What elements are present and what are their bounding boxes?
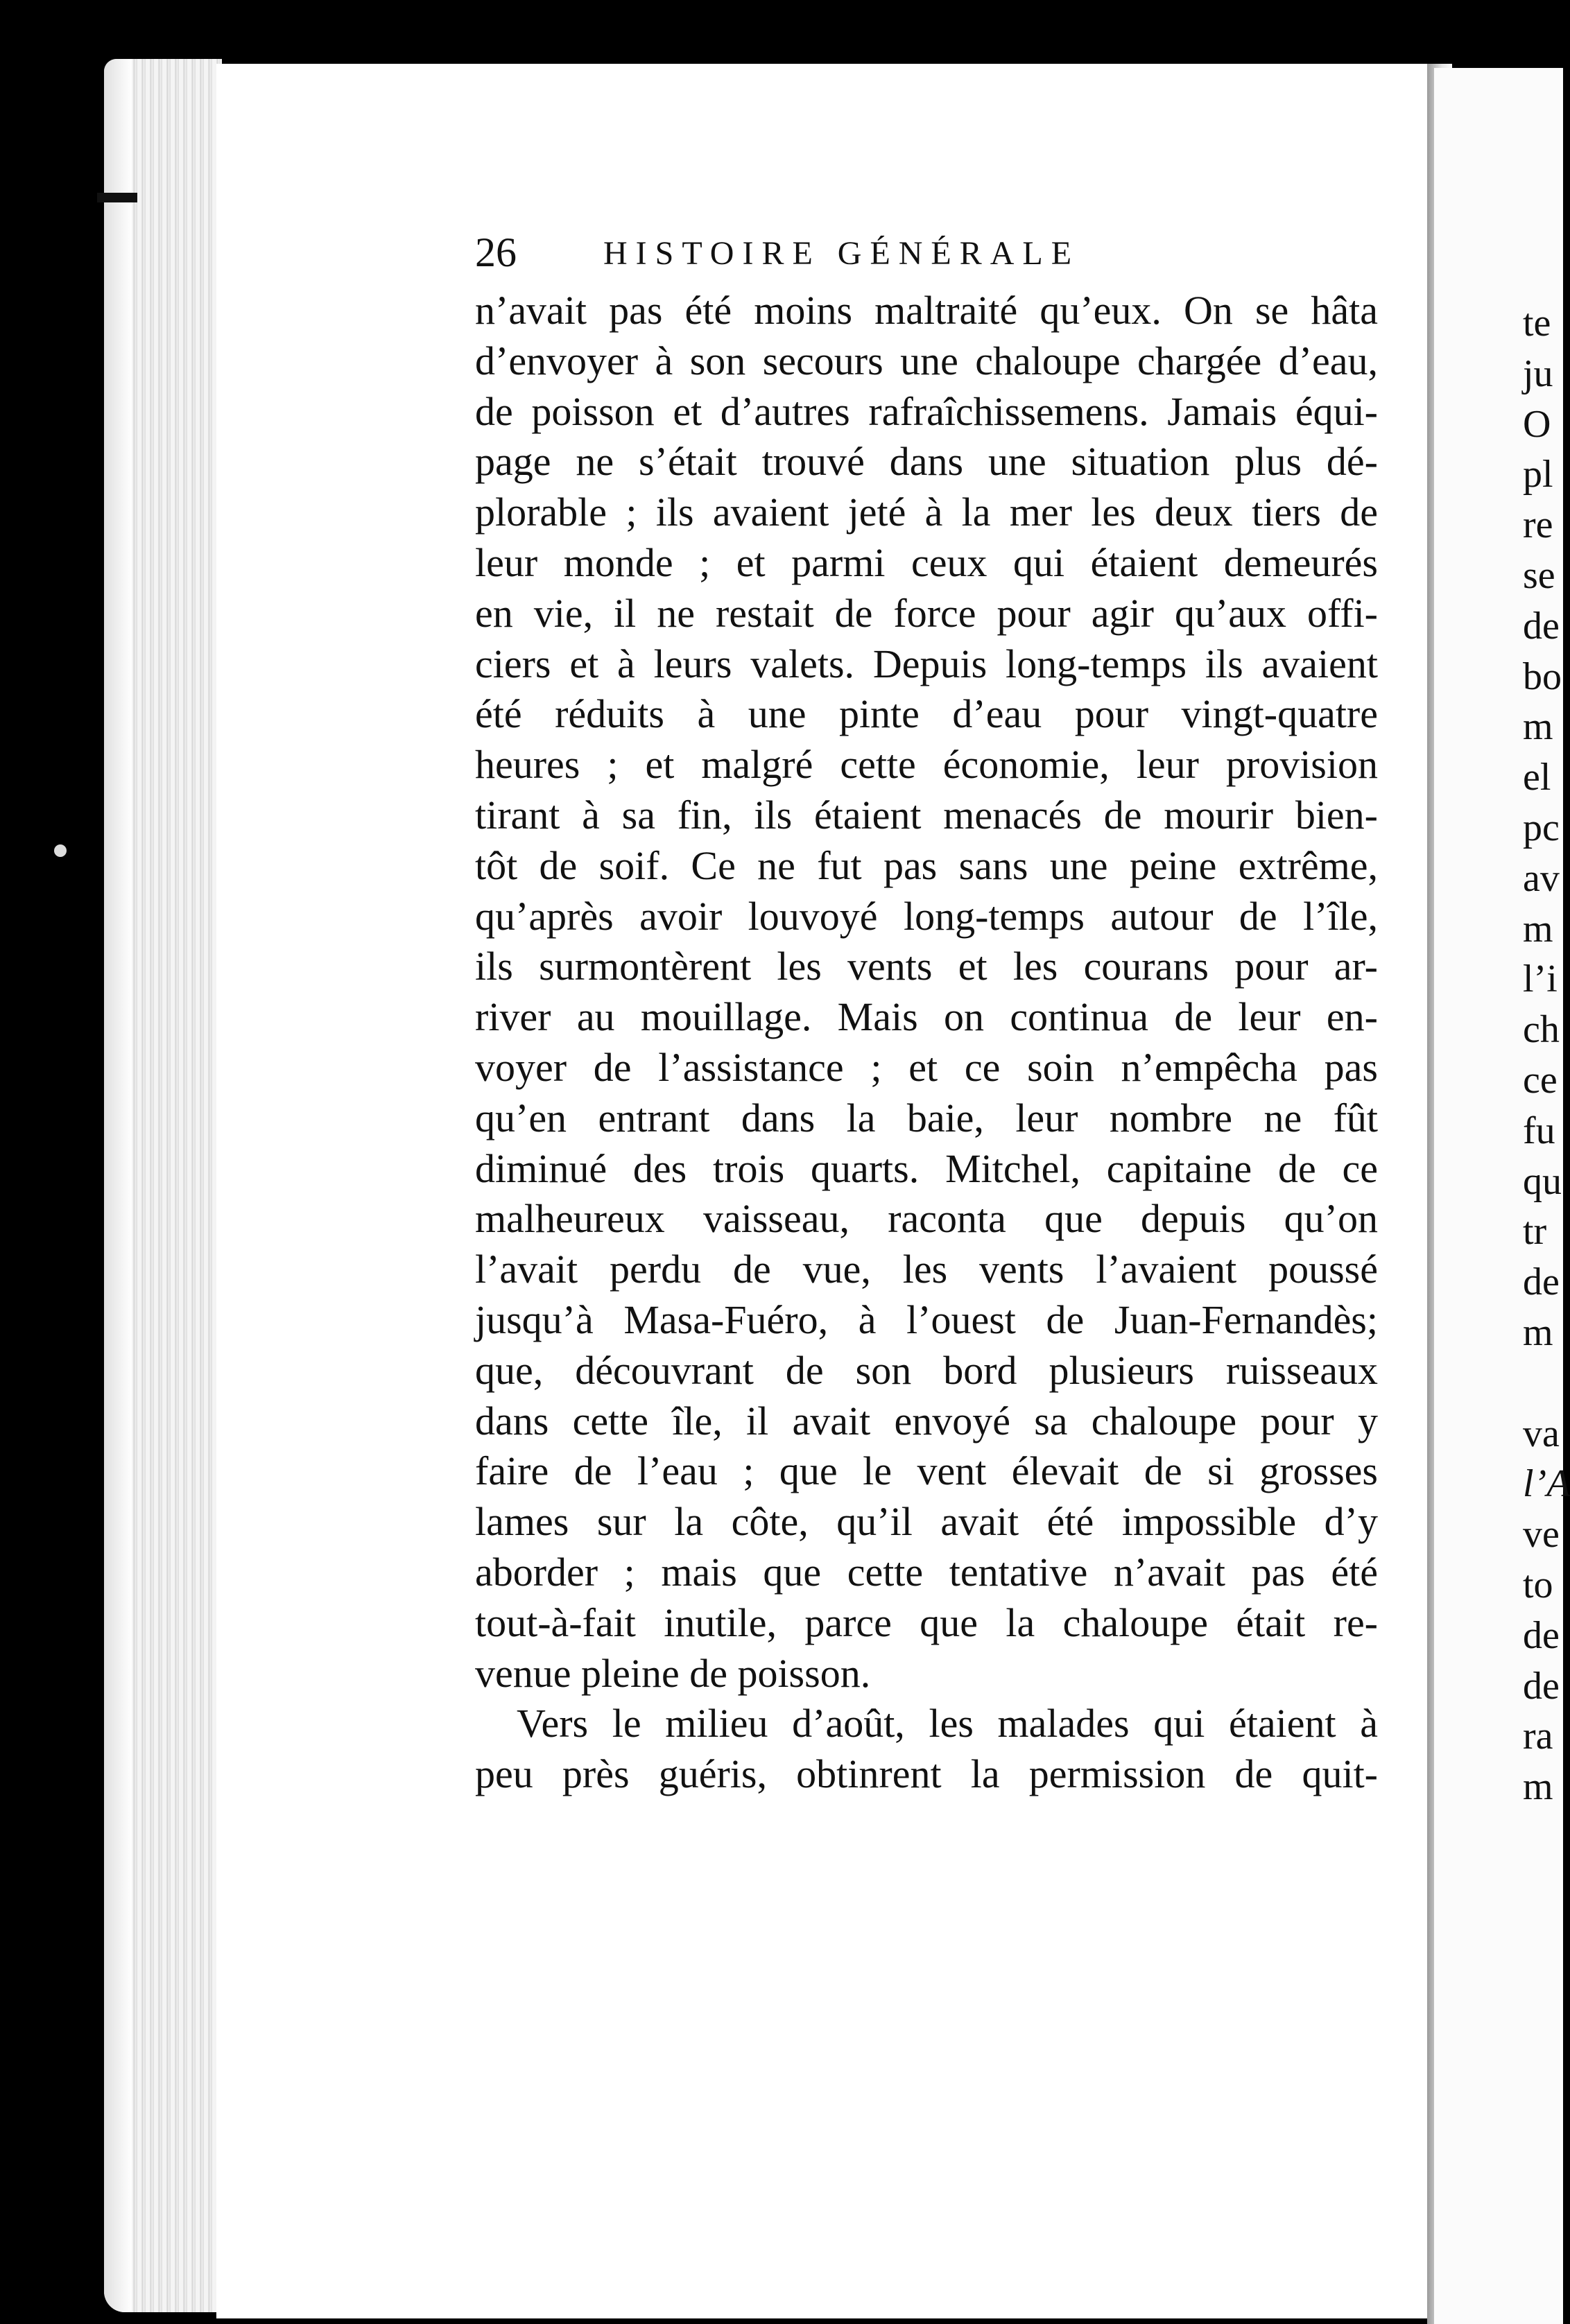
text-line: plorable ; ils avaient jeté à la mer les deux tiers de	[475, 489, 1378, 535]
text-line: leur monde ; et parmi ceux qui étaient demeurés	[475, 539, 1378, 585]
text-line: diminué des trois quarts. Mitchel, capitaine de ce	[475, 1145, 1378, 1191]
body-text	[475, 286, 1378, 1800]
text-line: malheureux vaisseau, raconta que depuis qu’on	[475, 1196, 1378, 1242]
facing-fragment: de	[1523, 1260, 1560, 1304]
facing-fragment: l’A	[1523, 1462, 1570, 1506]
facing-fragment: fu	[1523, 1109, 1555, 1152]
page-edge-mark	[97, 193, 137, 202]
facing-fragment: av	[1523, 856, 1560, 900]
scan-artifact	[54, 844, 67, 857]
facing-fragment: O	[1523, 402, 1551, 446]
text-line: voyer de l’assistance ; et ce soin n’empêcha pas	[475, 1044, 1378, 1090]
text-line: ciers et à leurs valets. Depuis long-temps ils avaient	[475, 641, 1378, 686]
facing-fragment: va	[1523, 1412, 1560, 1455]
facing-fragment: m	[1523, 1310, 1553, 1354]
text-line: jusqu’à Masa-Fuéro, à l’ouest de Juan-Fernandès;	[475, 1297, 1378, 1342]
text-line: heures ; et malgré cette économie, leur provision	[475, 742, 1378, 788]
facing-fragment: ve	[1523, 1513, 1560, 1556]
text-line: venue pleine de poisson.	[475, 1650, 871, 1696]
facing-fragment: el	[1523, 756, 1551, 799]
text-line: river au mouillage. Mais on continua de leur en-	[475, 994, 1378, 1040]
facing-fragment: bo	[1523, 654, 1562, 698]
facing-fragment: m	[1523, 705, 1553, 749]
facing-fragment: re	[1523, 503, 1553, 547]
facing-fragment: m	[1523, 1765, 1553, 1809]
facing-fragment: to	[1523, 1563, 1553, 1606]
running-head-title: HISTOIRE GÉNÉRALE	[603, 235, 1080, 272]
text-line: n’avait pas été moins maltraité qu’eux. On se hâta	[475, 288, 1378, 333]
text-line: tirant à sa fin, ils étaient menacés de mourir bien-	[475, 792, 1378, 838]
text-line: ils surmontèrent les vents et les courans pour ar-	[475, 944, 1378, 989]
facing-fragment: l’i	[1523, 957, 1558, 1001]
text-line: page ne s’était trouvé dans une situation plus dé-	[475, 439, 1378, 485]
facing-page-text	[1523, 298, 1570, 1812]
text-line: faire de l’eau ; que le vent élevait de si grosses	[475, 1448, 1378, 1494]
text-line: peu près guéris, obtinrent la permission de quit-	[475, 1751, 1378, 1797]
text-line: de poisson et d’autres rafraîchissemens. Jamais équi-	[475, 388, 1378, 434]
book-page-edge-shade	[104, 59, 132, 2312]
text-line: dans cette île, il avait envoyé sa chaloupe pour y	[475, 1398, 1378, 1443]
text-line: d’envoyer à son secours une chaloupe chargée d’eau,	[475, 338, 1378, 383]
text-line: en vie, il ne restait de force pour agir qu’aux offi-	[475, 590, 1378, 636]
facing-fragment: ce	[1523, 1058, 1558, 1102]
text-line: tout-à-fait inutile, parce que la chaloupe était re-	[475, 1599, 1378, 1645]
facing-fragment: de	[1523, 604, 1560, 648]
facing-fragment: tr	[1523, 1210, 1547, 1254]
facing-fragment: pl	[1523, 453, 1553, 496]
page-number: 26	[475, 229, 517, 275]
running-head	[478, 234, 1080, 283]
facing-fragment: se	[1523, 553, 1555, 597]
facing-fragment: ra	[1523, 1715, 1553, 1758]
facing-fragment: de	[1523, 1613, 1560, 1657]
text-line: qu’en entrant dans la baie, leur nombre ne fût	[475, 1095, 1378, 1141]
facing-fragment: qu	[1523, 1159, 1562, 1203]
text-line: que, découvrant de son bord plusieurs ruisseaux	[475, 1347, 1378, 1393]
text-line: tôt de soif. Ce ne fut pas sans une peine extrême,	[475, 842, 1378, 888]
text-line: été réduits à une pinte d’eau pour vingt-quatre	[475, 691, 1378, 737]
facing-fragment: pc	[1523, 806, 1560, 849]
text-line: Vers le milieu d’août, les malades qui étaient à	[517, 1701, 1378, 1746]
facing-fragment: te	[1523, 302, 1551, 345]
text-line: lames sur la côte, qu’il avait été impossible d’y	[475, 1499, 1378, 1545]
text-line: aborder ; mais que cette tentative n’avait pas été	[475, 1549, 1378, 1595]
text-line: qu’après avoir louvoyé long-temps autour de l’île,	[475, 893, 1378, 939]
facing-fragment: ch	[1523, 1008, 1560, 1052]
text-line: l’avait perdu de vue, les vents l’avaient poussé	[475, 1247, 1378, 1292]
facing-fragment: m	[1523, 907, 1553, 951]
facing-fragment: de	[1523, 1664, 1560, 1708]
facing-fragment: ju	[1523, 352, 1553, 395]
